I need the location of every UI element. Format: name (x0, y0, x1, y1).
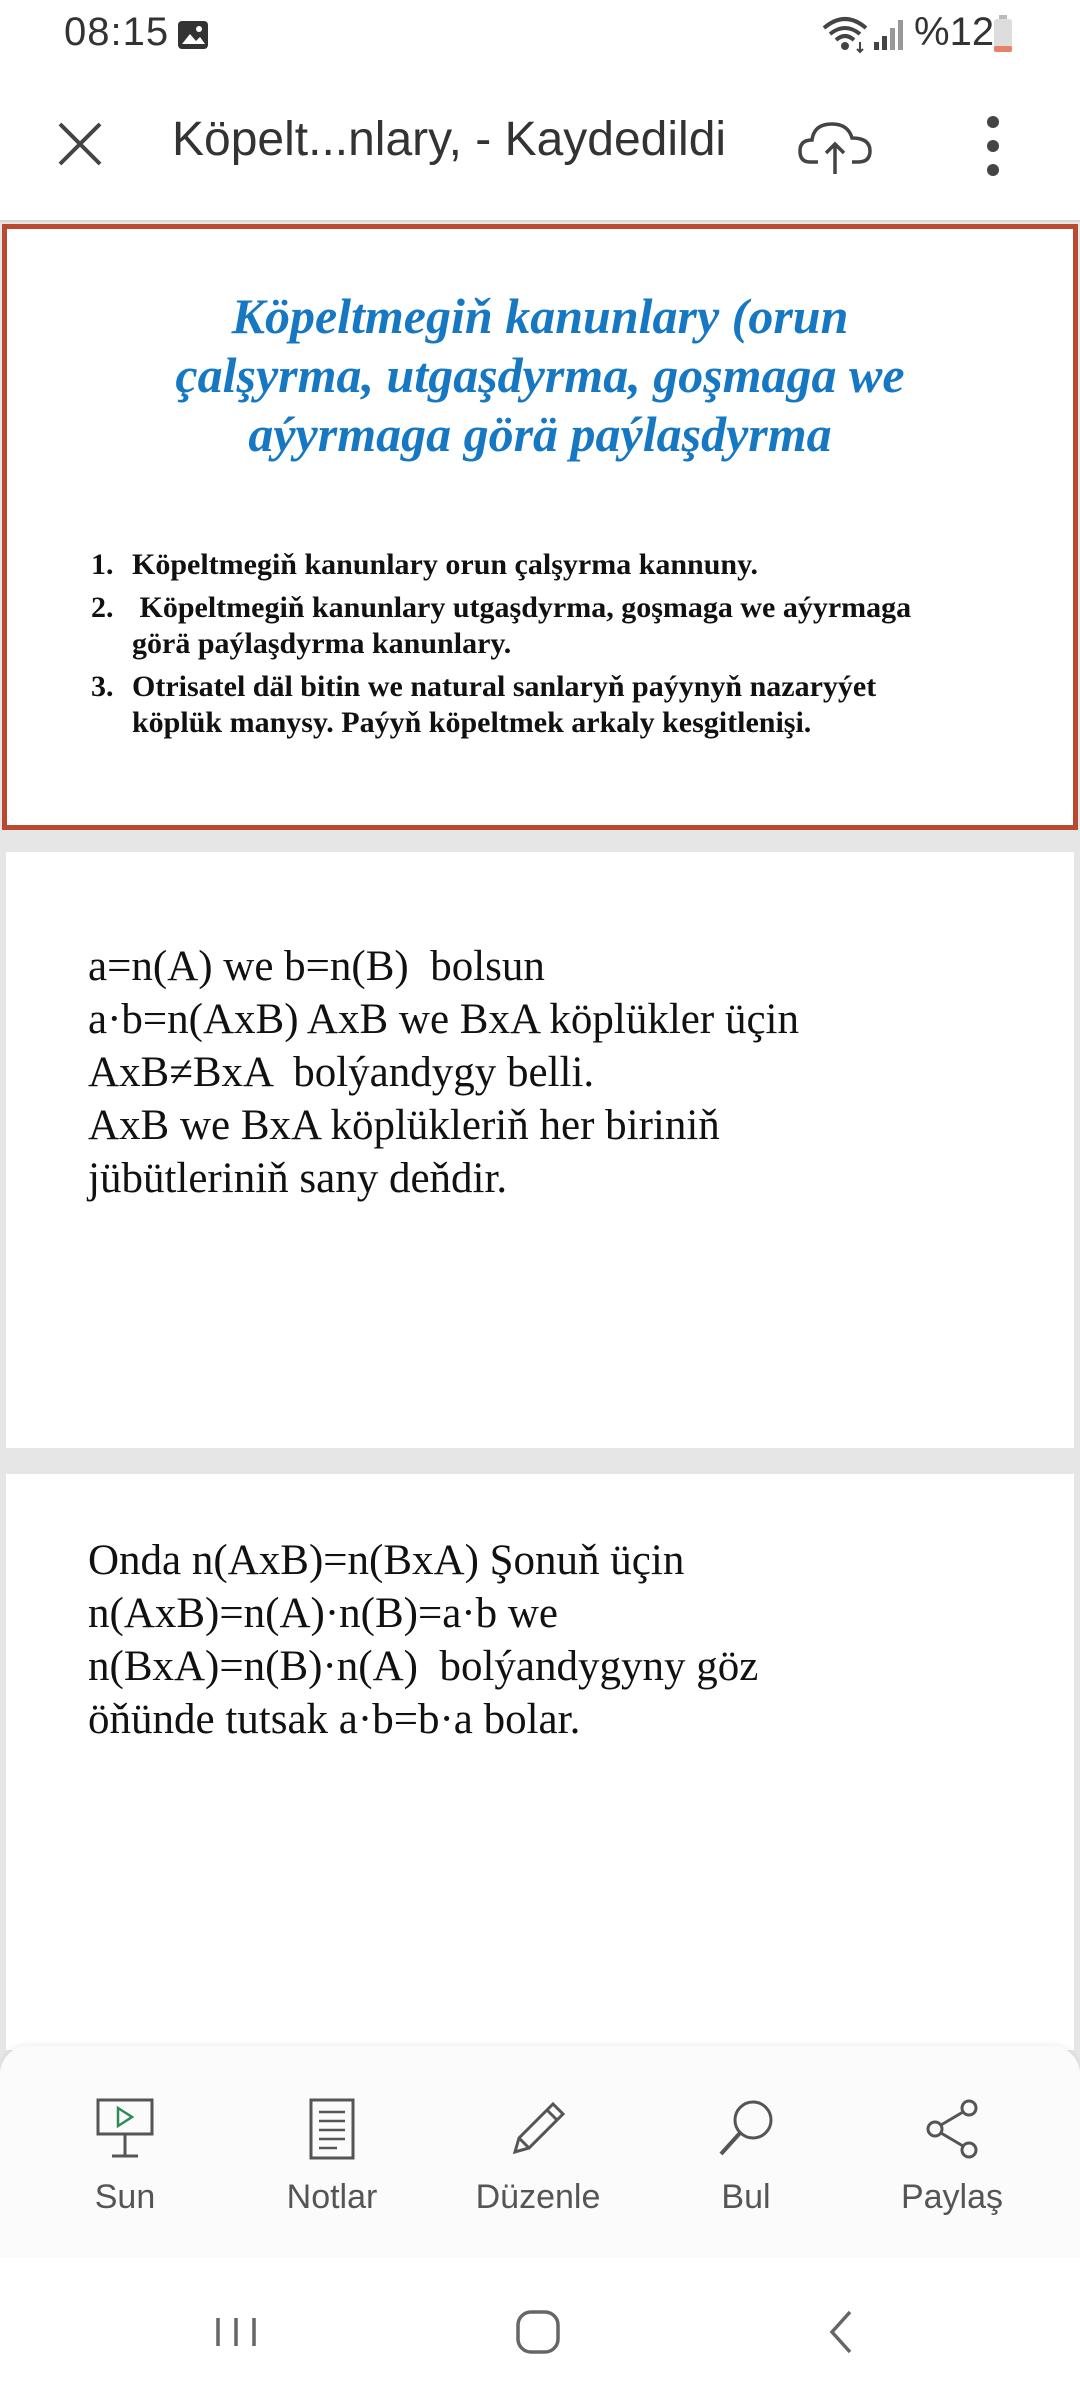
body-line: n(BxA)=n(B)·n(A) bolýandygyny göz (88, 1643, 759, 1690)
notes-icon (297, 2094, 367, 2164)
present-label: Sun (94, 2178, 156, 2216)
wifi-icon (820, 14, 870, 54)
edit-button[interactable] (458, 2094, 618, 2217)
body-line: öňünde tutsak a·b=b·a bolar. (88, 1696, 581, 1743)
status-time: 08:15 (64, 10, 170, 54)
list-number: 2. (91, 591, 114, 624)
search-icon (711, 2094, 781, 2164)
share-label: Paylaş (900, 2178, 1004, 2216)
system-nav-bar (0, 2258, 1080, 2408)
heading-line: aýyrmaga görä paýlaşdyrma (248, 406, 832, 462)
present-icon (90, 2094, 160, 2164)
slide-1-list (91, 547, 1031, 748)
image-icon (176, 18, 210, 52)
list-text: Köpeltmegiň kanunlary orun çalşyrma kannuny. (132, 548, 758, 581)
slide-2-body (88, 940, 1048, 1205)
heading-line: çalşyrma, utgaşdyrma, goşmaga we (175, 347, 905, 403)
body-line: n(AxB)=n(A)·n(B)=a·b we (88, 1590, 558, 1637)
edit-label: Düzenle (475, 2178, 601, 2216)
list-text: köplük manysy. Paýyň köpeltmek arkaly kesgitlenişi. (132, 706, 812, 739)
list-text: Köpeltmegiň kanunlary utgaşdyrma, goşmaga we aýyrmaga (132, 591, 912, 624)
list-text: görä paýlaşdyrma kanunlary. (132, 627, 512, 660)
status-bar (0, 0, 1080, 72)
body-line: jübütleriniň sany deňdir. (88, 1155, 508, 1202)
body-line: AxB≠BxA bolýandygy belli. (88, 1049, 595, 1096)
slide-1[interactable] (2, 224, 1078, 830)
notes-label: Notlar (286, 2178, 378, 2216)
find-button[interactable] (666, 2094, 826, 2217)
recent-apps-icon[interactable] (206, 2302, 266, 2362)
body-line: AxB we BxA köplükleriň her biriniň (88, 1102, 720, 1149)
more-vert-icon[interactable] (968, 110, 1018, 182)
list-item (91, 590, 1031, 662)
signal-icon (872, 16, 908, 52)
list-text: Otrisatel däl bitin we natural sanlaryň paýynyň nazaryýet (132, 670, 877, 703)
share-button[interactable] (872, 2094, 1032, 2217)
list-item (91, 547, 1031, 583)
body-line: a=n(A) we b=n(B) bolsun (88, 943, 545, 990)
slide-3[interactable] (6, 1474, 1074, 2050)
battery-percent: %12 (914, 10, 995, 54)
body-line: a·b=n(AxB) AxB we BxA köplükler üçin (88, 996, 799, 1043)
notes-button[interactable] (252, 2094, 412, 2217)
body-line: Onda n(AxB)=n(BxA) Şonuň üçin (88, 1537, 685, 1584)
present-button[interactable] (45, 2094, 205, 2217)
back-icon[interactable] (812, 2302, 872, 2362)
find-label: Bul (721, 2178, 771, 2216)
slide-3-body (88, 1534, 1048, 1746)
slide-2[interactable] (6, 852, 1074, 1448)
list-number: 1. (91, 548, 114, 581)
pencil-icon (503, 2094, 573, 2164)
list-number: 3. (91, 670, 114, 703)
close-icon[interactable] (52, 116, 108, 172)
home-icon[interactable] (508, 2302, 568, 2362)
heading-line: Köpeltmegiň kanunlary (orun (231, 288, 849, 344)
cloud-upload-icon[interactable] (796, 112, 876, 178)
bottom-action-bar (0, 2046, 1080, 2258)
list-item (91, 669, 1031, 741)
document-title: Köpelt...nlary, - Kaydedildi (172, 113, 727, 166)
app-bar (0, 72, 1080, 222)
share-icon (917, 2094, 987, 2164)
battery-icon (992, 14, 1014, 54)
slide-1-heading (7, 287, 1073, 464)
